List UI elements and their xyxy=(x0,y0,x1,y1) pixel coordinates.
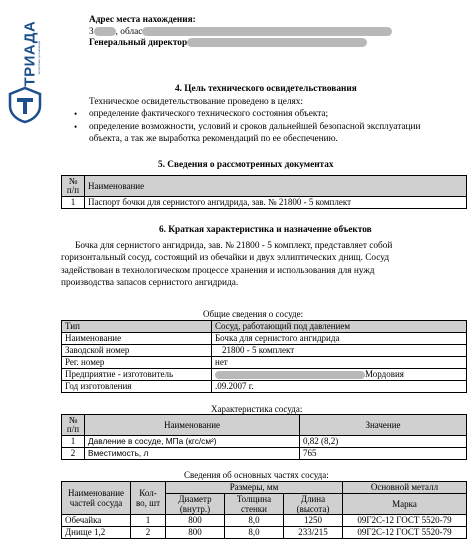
table-header-row xyxy=(62,482,467,494)
bullet-icon: • xyxy=(74,109,78,119)
table-row xyxy=(62,369,467,381)
col-qty-header: Кол-во, шт xyxy=(131,482,166,515)
cell-key: Рег. номер xyxy=(62,357,212,369)
cell-value: 0,82 (8,2) xyxy=(300,436,467,448)
cell-name: Вместимость, л xyxy=(85,448,300,460)
address-mid: , облас xyxy=(115,27,143,37)
section-4-bullet: определение фактического технического состояния объекта; xyxy=(89,109,329,119)
redaction xyxy=(187,38,367,47)
cell-value: Бочка для сернистого ангидрида xyxy=(212,333,467,345)
table-row xyxy=(62,527,467,539)
section-6-title: 6. Краткая характеристика и назначение объектов xyxy=(159,225,372,235)
cell-mark: 09Г2С-12 ГОСТ 5520-79 xyxy=(343,515,467,527)
director-label: Генеральный директор xyxy=(89,38,188,48)
col-value-header: Значение xyxy=(300,415,467,436)
cell-qty: 1 xyxy=(131,515,166,527)
cell-part-name: Обечайка xyxy=(62,515,131,527)
table-row xyxy=(62,357,467,369)
manufacturer-region: Мордовия xyxy=(365,369,404,379)
address-line xyxy=(89,27,392,38)
table-header-row xyxy=(62,176,467,197)
logo-subtitle: экспертная организация xyxy=(37,41,42,75)
col-part-name-header: Наименование частей сосуда xyxy=(62,482,131,515)
table-row xyxy=(62,345,467,357)
parts-caption: Сведения об основных частях сосуда: xyxy=(184,470,329,480)
paragraph-line: производства запасов сернистого ангидрида. xyxy=(61,278,239,289)
col-mark-header: Марка xyxy=(343,494,467,515)
logo-brand-text: ТРИАДА xyxy=(21,21,39,87)
col-metal-header: Основной металл xyxy=(343,482,467,494)
col-no-header: № п/п xyxy=(62,415,85,436)
characteristics-table xyxy=(61,414,467,460)
table-row xyxy=(62,436,467,448)
address-label: Адрес места нахождения: xyxy=(89,15,196,25)
table-row xyxy=(62,515,467,527)
redaction xyxy=(142,27,392,36)
cell-key: Тип xyxy=(62,321,212,333)
parts-table xyxy=(61,481,467,539)
general-info-table xyxy=(61,320,467,393)
table-row xyxy=(62,381,467,393)
section-4-title: 4. Цель технического освидетельствования xyxy=(175,84,357,94)
shield-icon xyxy=(7,86,43,124)
cell-key: Предприятие - изготовитель xyxy=(62,369,212,381)
table-row xyxy=(62,197,467,209)
cell-key: Заводской номер xyxy=(62,345,212,357)
col-length-header: Длина (высота) xyxy=(284,494,343,515)
section-6-paragraph xyxy=(61,240,467,290)
cell-diameter: 800 xyxy=(166,515,225,527)
cell-key: Наименование xyxy=(62,333,212,345)
cell-part-name: Днище 1,2 xyxy=(62,527,131,539)
chars-caption: Характеристика сосуда: xyxy=(211,404,303,414)
cell-value xyxy=(212,369,467,381)
paragraph-line: задействован в технологическом процессе хранения и использования для нужд xyxy=(61,265,375,276)
col-wall-header: Толщина стенки xyxy=(225,494,284,515)
section-4-intro: Техническое освидетельствование проведено в целях: xyxy=(89,97,303,107)
cell-no: 2 xyxy=(62,448,85,460)
general-caption: Общие сведения о сосуде: xyxy=(203,309,304,319)
col-diameter-header: Диаметр (внутр.) xyxy=(166,494,225,515)
redaction xyxy=(94,27,116,36)
table-row xyxy=(62,448,467,460)
section-5-title: 5. Сведения о рассмотренных документах xyxy=(158,160,334,170)
cell-name: Давление в сосуде, МПа (кгс/см²) xyxy=(85,436,300,448)
cell-no: 1 xyxy=(62,436,85,448)
triada-logo xyxy=(3,6,49,126)
cell-no: 1 xyxy=(62,197,85,209)
col-name-header: Наименование xyxy=(85,176,467,197)
cell-name: Паспорт бочки для сернистого ангидрида, зав. № 21800 - 5 комплект xyxy=(85,197,467,209)
cell-value: 765 xyxy=(300,448,467,460)
paragraph-line: горизонтальный сосуд, состоящий из обечайки и двух эллиптических днищ. Сосуд xyxy=(61,253,390,264)
cell-qty: 2 xyxy=(131,527,166,539)
table-header-row xyxy=(62,415,467,436)
director-line xyxy=(89,38,367,49)
cell-length: 233/215 xyxy=(284,527,343,539)
redaction xyxy=(215,371,365,379)
cell-wall: 8,0 xyxy=(225,527,284,539)
cell-diameter: 800 xyxy=(166,527,225,539)
address-prefix: 3 xyxy=(89,27,94,37)
documents-table xyxy=(61,175,467,209)
col-no-header: № п/п xyxy=(62,176,85,197)
cell-length: 1250 xyxy=(284,515,343,527)
col-sizes-header: Размеры, мм xyxy=(166,482,343,494)
cell-wall: 8,0 xyxy=(225,515,284,527)
cell-value: 21800 - 5 комплект xyxy=(212,345,467,357)
cell-value: нет xyxy=(212,357,467,369)
table-row xyxy=(62,333,467,345)
cell-mark: 09Г2С-12 ГОСТ 5520-79 xyxy=(343,527,467,539)
paragraph-line: Бочка для сернистого ангидрида, зав. № 21800 - 5 комплект, представляет собой xyxy=(75,241,393,251)
cell-value: .09.2007 г. xyxy=(212,381,467,393)
table-row xyxy=(62,321,467,333)
section-4-bullet-cont: объекта, а так же выработка рекомендаций по ее обеспечению. xyxy=(89,134,338,144)
col-name-header: Наименование xyxy=(85,415,300,436)
section-4-bullet: определение возможности, условий и сроков дальнейшей безопасной эксплуатации xyxy=(89,122,421,132)
cell-value: Сосуд, работающий под давлением xyxy=(212,321,467,333)
bullet-icon: • xyxy=(74,122,78,132)
cell-key: Год изготовления xyxy=(62,381,212,393)
